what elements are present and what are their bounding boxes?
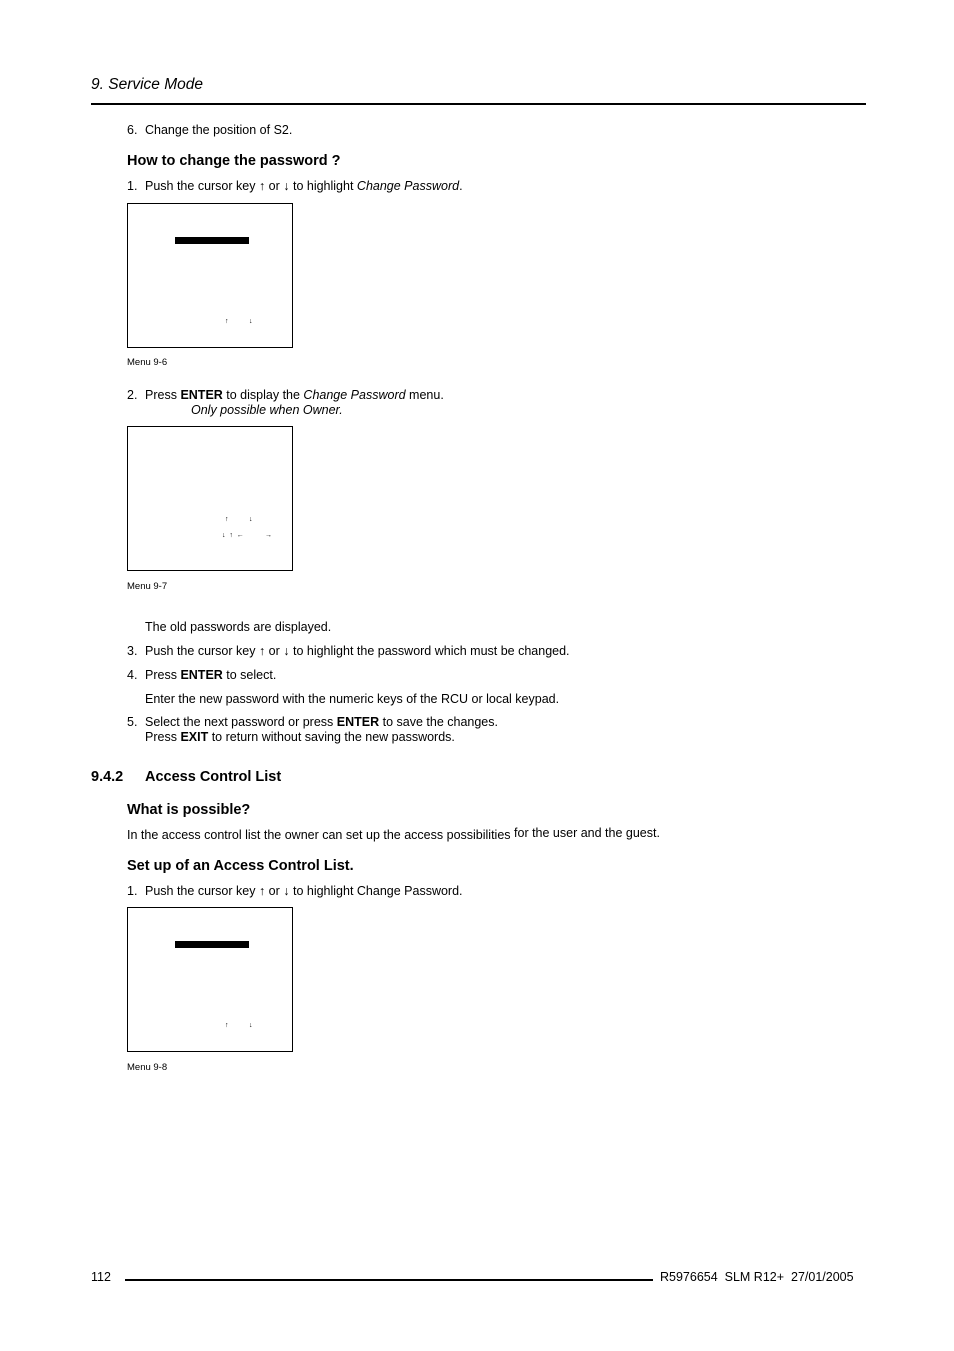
what-possible-text — [127, 828, 660, 843]
footer-rule — [125, 1279, 653, 1281]
step-text: Press — [145, 730, 181, 744]
step-number: 3. — [127, 644, 138, 658]
password-step-1 — [127, 179, 463, 194]
step-text: Push the cursor key ↑ or ↓ to highlight the password which must be changed. — [145, 644, 570, 658]
step-text-end: to return without saving the new passwords. — [208, 730, 455, 744]
step-text-end: to save the changes. — [379, 715, 498, 729]
document-reference: R5976654 SLM R12+ 27/01/2005 — [660, 1270, 854, 1284]
chapter-title: 9. Service Mode — [91, 76, 203, 93]
key-enter: ENTER — [336, 715, 380, 729]
key-exit: EXIT — [180, 730, 209, 744]
arrow-up-icon: ↑ — [225, 516, 229, 523]
menu-highlight-bar — [175, 237, 249, 244]
step-text-end: menu. — [405, 388, 444, 402]
step-italic: Change Password — [356, 179, 460, 193]
arrow-down-icon: ↓ — [249, 1022, 253, 1029]
step-text: Push the cursor key ↑ or ↓ to highlight — [145, 179, 357, 193]
key-enter: ENTER — [180, 668, 223, 682]
owner-note: Only possible when Owner. — [191, 403, 343, 417]
password-step-5 — [127, 715, 498, 730]
menu-9-8-screenshot — [127, 907, 293, 1052]
step-number: 5. — [127, 715, 138, 729]
page-number: 112 — [91, 1270, 111, 1284]
step-number: 1. — [127, 179, 138, 193]
arrow-down-icon: ↓ — [249, 318, 253, 325]
password-step-2 — [127, 388, 444, 403]
step-text: Push the cursor key ↑ or ↓ to highlight Change Password. — [145, 884, 463, 898]
paragraph-text-end: for the user and the guest. — [514, 826, 660, 840]
password-step-5-line2 — [145, 730, 455, 745]
acl-setup-title: Set up of an Access Control List. — [127, 858, 354, 874]
key-enter: ENTER — [180, 388, 223, 402]
header-rule — [91, 103, 866, 105]
menu-caption: Menu 9-7 — [127, 581, 168, 592]
arrow-right-icon: → — [265, 532, 272, 539]
menu-highlight-bar — [175, 941, 249, 948]
step-text: Select the next password or press — [145, 715, 337, 729]
arrow-up-icon: ↑ — [225, 318, 229, 325]
step-italic: Change Password — [303, 388, 406, 402]
step-text: Press — [145, 388, 181, 402]
password-step-3 — [127, 644, 570, 659]
what-possible-title: What is possible? — [127, 802, 251, 818]
old-passwords-note: The old passwords are displayed. — [145, 620, 332, 634]
arrow-up-icon: ↑ — [225, 1022, 229, 1029]
acl-section-heading — [91, 769, 281, 785]
step-text: Change the position of S2. — [145, 123, 293, 137]
step-number: 1. — [127, 884, 138, 898]
step-text-mid: to display the — [222, 388, 304, 402]
new-password-note: Enter the new password with the numeric keys of the RCU or local keypad. — [145, 692, 560, 706]
step-number: 2. — [127, 388, 138, 402]
menu-caption: Menu 9-8 — [127, 1062, 168, 1073]
arrow-keys-row: ↓ ↑ ← — [222, 532, 244, 539]
arrow-down-icon: ↓ — [249, 516, 253, 523]
section-title: Access Control List — [145, 769, 282, 785]
section-number: 9.4.2 — [91, 769, 124, 785]
step-number: 6. — [127, 123, 138, 137]
step-number: 4. — [127, 668, 138, 682]
paragraph-text: In the access control list the owner can set up the access possibilities — [127, 828, 511, 842]
menu-caption: Menu 9-6 — [127, 357, 168, 368]
step-text-end: . — [459, 179, 463, 193]
step-text-end: to select. — [222, 668, 277, 682]
acl-step-1 — [127, 884, 463, 899]
password-step-4 — [127, 668, 276, 683]
intro-step — [127, 123, 292, 138]
password-section-title: How to change the password ? — [127, 153, 341, 169]
menu-9-6-screenshot — [127, 203, 293, 348]
step-text: Press — [145, 668, 181, 682]
menu-9-7-screenshot — [127, 426, 293, 571]
